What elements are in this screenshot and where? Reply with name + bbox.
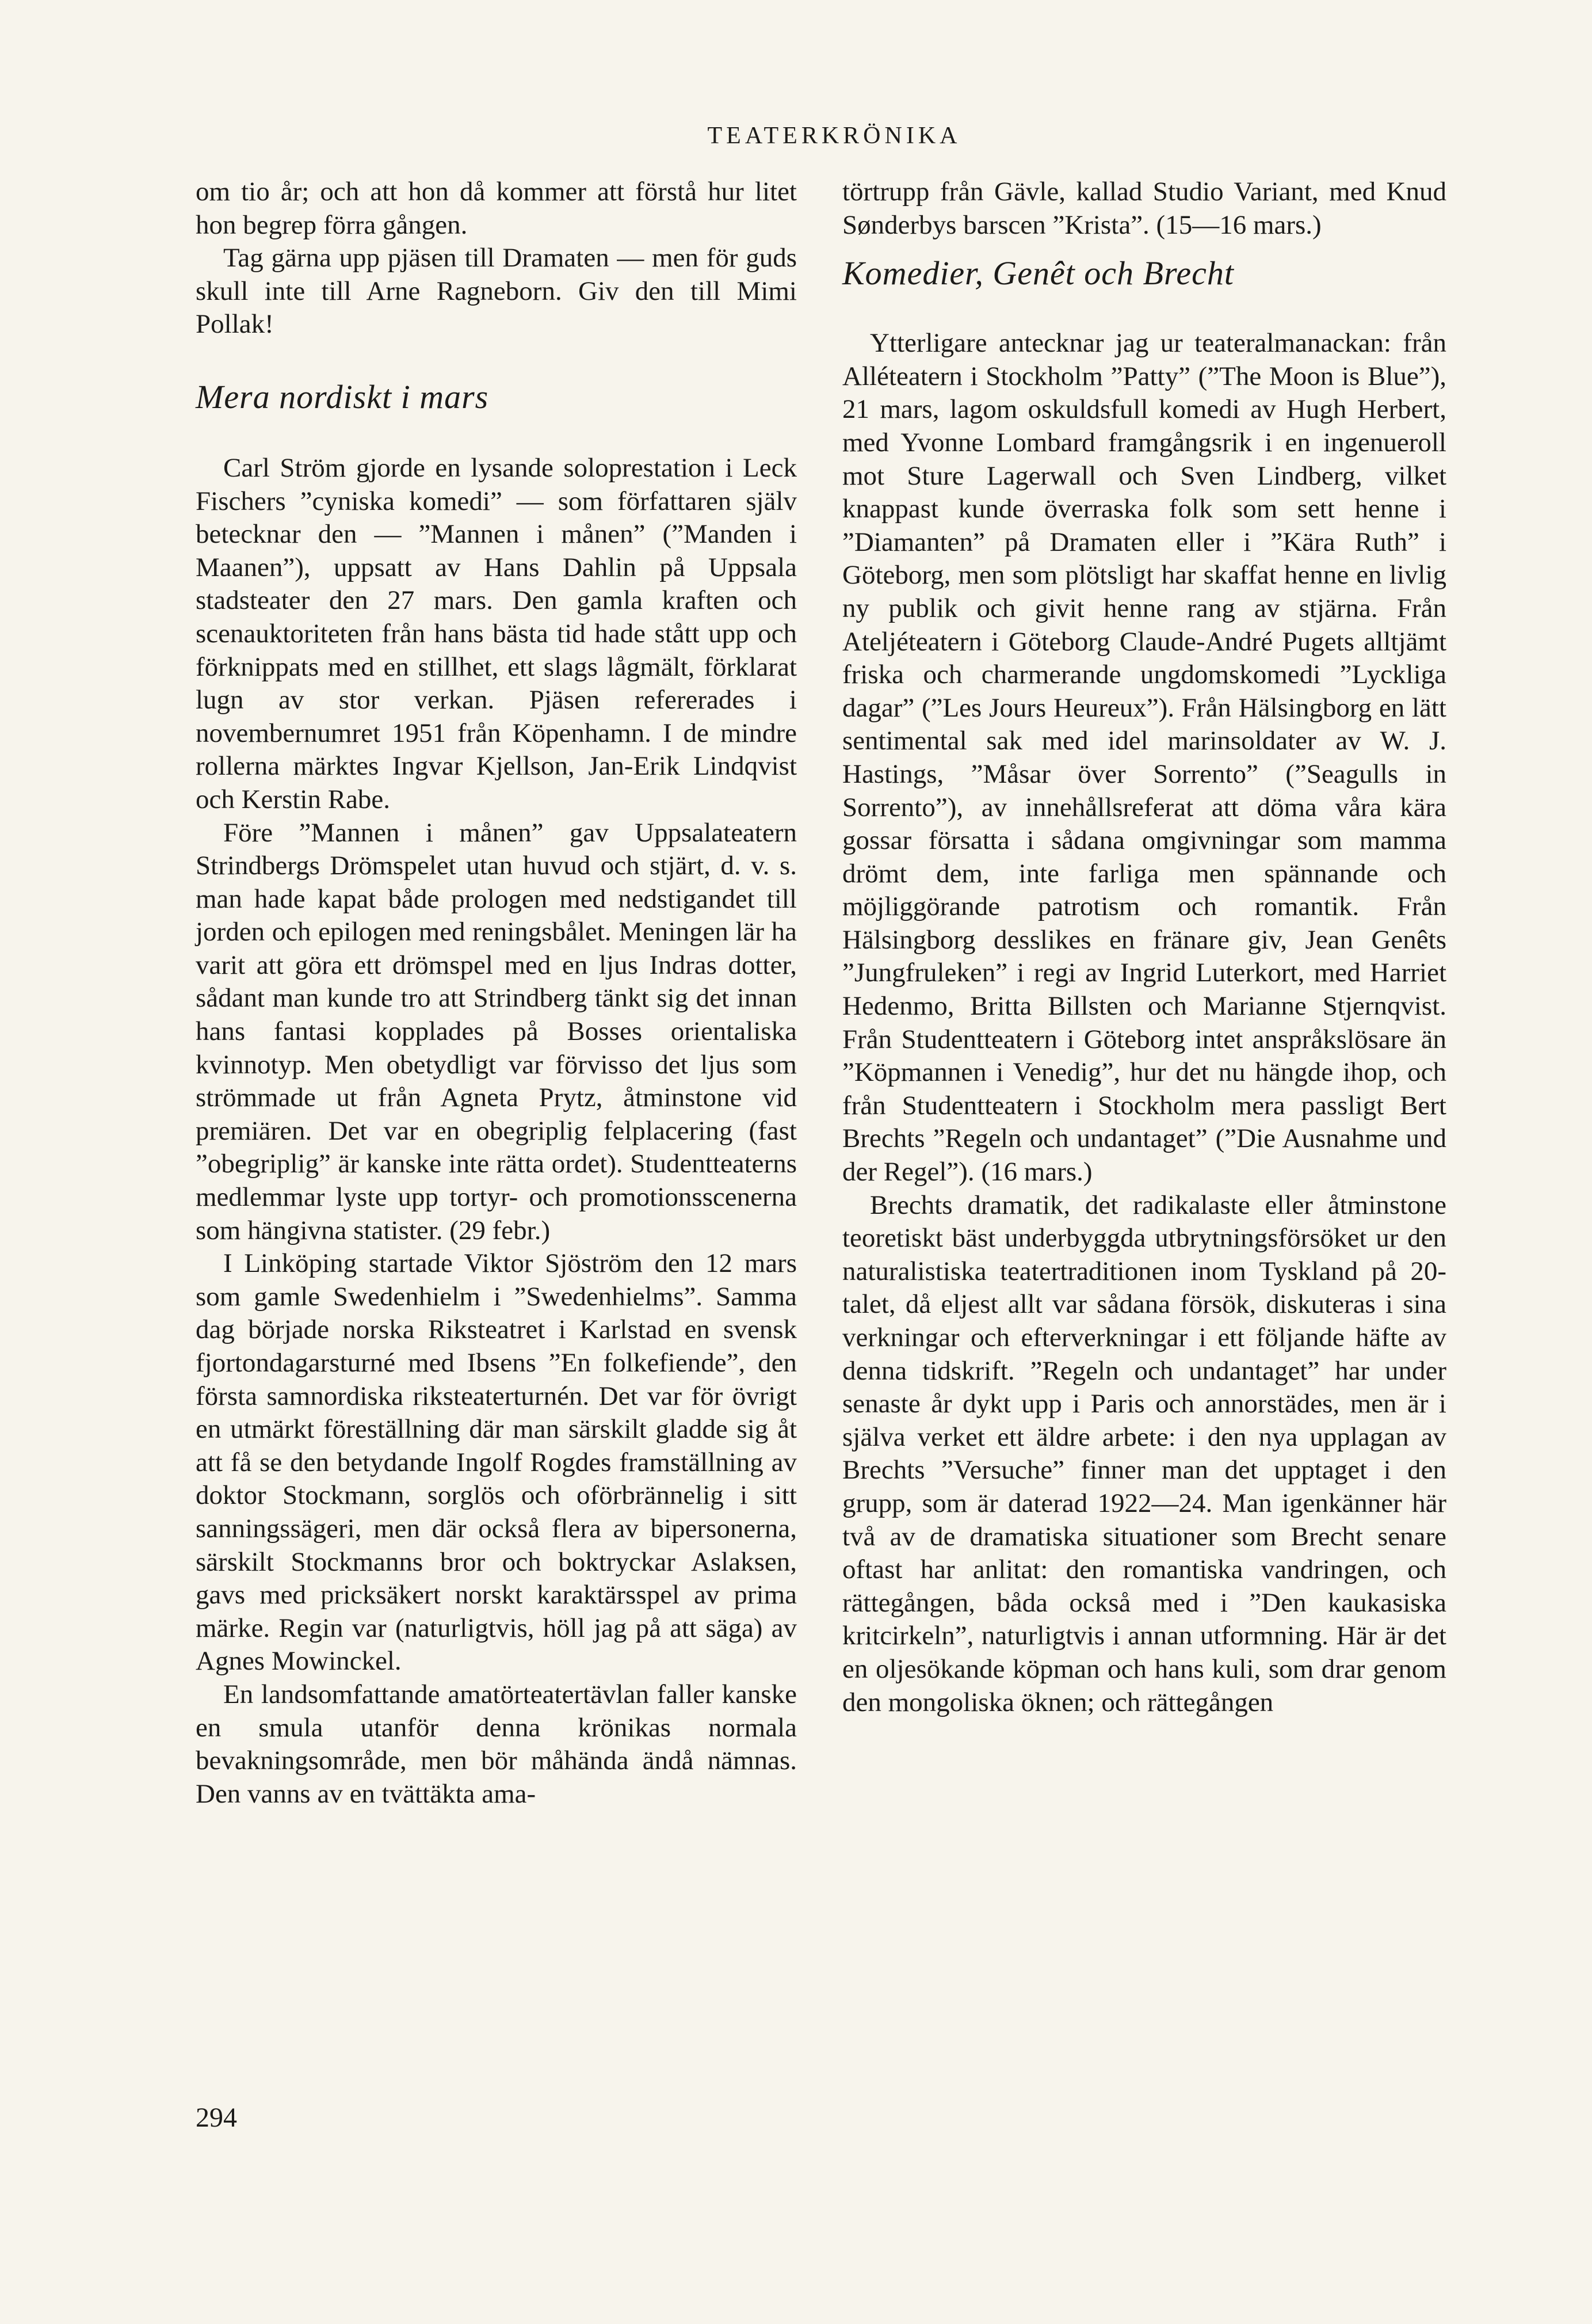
running-head: TEATERKRÖNIKA <box>707 123 961 149</box>
paragraph: Före ”Mannen i månen” gav Uppsalateatern Strindbergs Drömspelet utan huvud och stjärt, d. v. s. man hade kapat både prologen med nedstigandet till jorden och epilogen med reningsbålet. Meningen lär ha varit att göra ett drömspel med en ljus Indras dotter, sådant man kunde tro att Strindberg tänkt sig det innan hans fantasi kopplades på Bosses orientaliska kvinnotyp. Men obetydligt var förvisso det ljus som strömmade ut från Agneta Prytz, åtminstone vid premiären. Det var en obegriplig felplacering (fast ”obegriplig” är kanske inte rätta ordet). Studentteaterns medlemmar lyste upp tortyr- och promotionsscenerna som hängivna statister. (29 febr.) <box>196 817 797 1245</box>
paragraph: I Linköping startade Viktor Sjöström den 12 mars som gamle Swedenhielm i ”Swedenhielms”. Samma dag började norska Riksteatret i Karlstad en svensk fjortondagarsturné med Ibsens ”En folkefiende”, den första samnordiska riksteaterturnén. Det var för övrigt en utmärkt föreställning där man särskilt gladde sig åt att få se den betydande Ingolf Rogdes framställning av doktor Stockmann, sorglös och oförbrännelig i sitt sanningssägeri, men där också flera av bipersonerna, särskilt Stockmanns bror och boktryckar Aslaksen, gavs med pricksäkert norskt karaktärsspel av prima märke. Regin var (naturligtvis, höll jag på att säga) av Agnes Mowinckel. <box>196 1248 797 1677</box>
section-heading: Mera nordiskt i mars <box>196 378 489 416</box>
paragraph: Tag gärna upp pjäsen till Dramaten — men för guds skull inte till Arne Ragneborn. Giv den till Mimi Pollak! <box>196 243 797 340</box>
paragraph: om tio år; och att hon då kommer att förstå hur litet hon begrep förra gången. <box>196 177 797 240</box>
left-column <box>196 176 797 1811</box>
page-number: 294 <box>196 2102 237 2133</box>
paragraph: Brechts dramatik, det radikalaste eller åtminstone teoretiskt bäst underbyggda utbrytningsförsöket ur den naturalistiska teatertraditionen inom Tyskland på 20-talet, då eljest allt var sådana försök, diskuteras i sina verkningar och efterverkningar i ett följande häfte av denna tidskrift. ”Regeln och undantaget” har under senaste år dykt upp i Paris och annorstädes, men är i själva verket ett äldre arbete: i den nya upplagan av Brechts ”Versuche” finner man det upptaget i den grupp, som är daterad 1922—24. Man igenkänner här två av de dramatiska situationer som Brecht senare oftast har anlitat: den romantiska vandringen, och rättegången, båda också med i ”Den kaukasiska kritcirkeln”, naturligtvis i annan utformning. Här är det en oljesökande köpman och hans kuli, som drar genom den mongoliska öknen; och rättegången <box>842 1190 1446 1717</box>
paragraph: En landsomfattande amatörteatertävlan faller kanske en smula utanför denna krönikas normala bevakningsområde, men bör måhända ändå nämnas. Den vanns av en tvättäkta ama- <box>196 1679 797 1809</box>
paragraph: törtrupp från Gävle, kallad Studio Variant, med Knud Sønderbys barscen ”Krista”. (15—16 mars.) <box>842 177 1446 240</box>
paragraph: Carl Ström gjorde en lysande soloprestation i Leck Fischers ”cyniska komedi” — som författaren själv betecknar den — ”Mannen i månen” (”Manden i Maanen”), uppsatt av Hans Dahlin på Uppsala stadsteater den 27 mars. Den gamla kraften och scenauktoriteten från hans bästa tid hade stått upp och förknippats med en stillhet, ett slags lågmält, förklarat lugn av stor verkan. Pjäsen refererades i novembernumret 1951 från Köpenhamn. I de mindre rollerna märktes Ingvar Kjellson, Jan-Erik Lindqvist och Kerstin Rabe. <box>196 452 797 814</box>
section-heading: Komedier, Genêt och Brecht <box>842 254 1234 292</box>
paragraph: Ytterligare antecknar jag ur teateralmanackan: från Alléteatern i Stockholm ”Patty” (”The Moon is Blue”), 21 mars, lagom oskuldsfull komedi av Hugh Herbert, med Yvonne Lombard framgångsrik i en ingenueroll mot Sture Lagerwall och Sven Lindberg, vilket knappast kunde överraska folk som sett henne i ”Diamanten” på Dramaten eller i ”Kära Ruth” i Göteborg, men som plötsligt har skaffat henne en livlig ny publik och givit henne rang av stjärna. Från Ateljéteatern i Göteborg Claude-André Pugets alltjämt friska och charmerande ungdomskomedi ”Lyckliga dagar” (”Les Jours Heureux”). Från Hälsingborg en lätt sentimental sak med idel marinsoldater av W. J. Hastings, ”Måsar över Sorrento” (”Seagulls in Sorrento”), av innehållsreferat att döma våra kära gossar försatta i sådana omgivningar som mamma drömt dem, inte farliga men spännande och möjliggörande patrotism och romantik. Från Hälsingborg desslikes en fränare giv, Jean Genêts ”Jungfruleken” i regi av Ingrid Luterkort, med Harriet Hedenmo, Britta Billsten och Marianne Stjernqvist. Från Studentteatern i Göteborg intet anspråkslösare än ”Köpmannen i Venedig”, hur det nu hängde ihop, och från Studentteatern i Stockholm mera passligt Bert Brechts ”Regeln och undantaget” (”Die Ausnahme und der Regel”). (16 mars.) <box>842 328 1446 1187</box>
right-column <box>842 176 1446 1719</box>
